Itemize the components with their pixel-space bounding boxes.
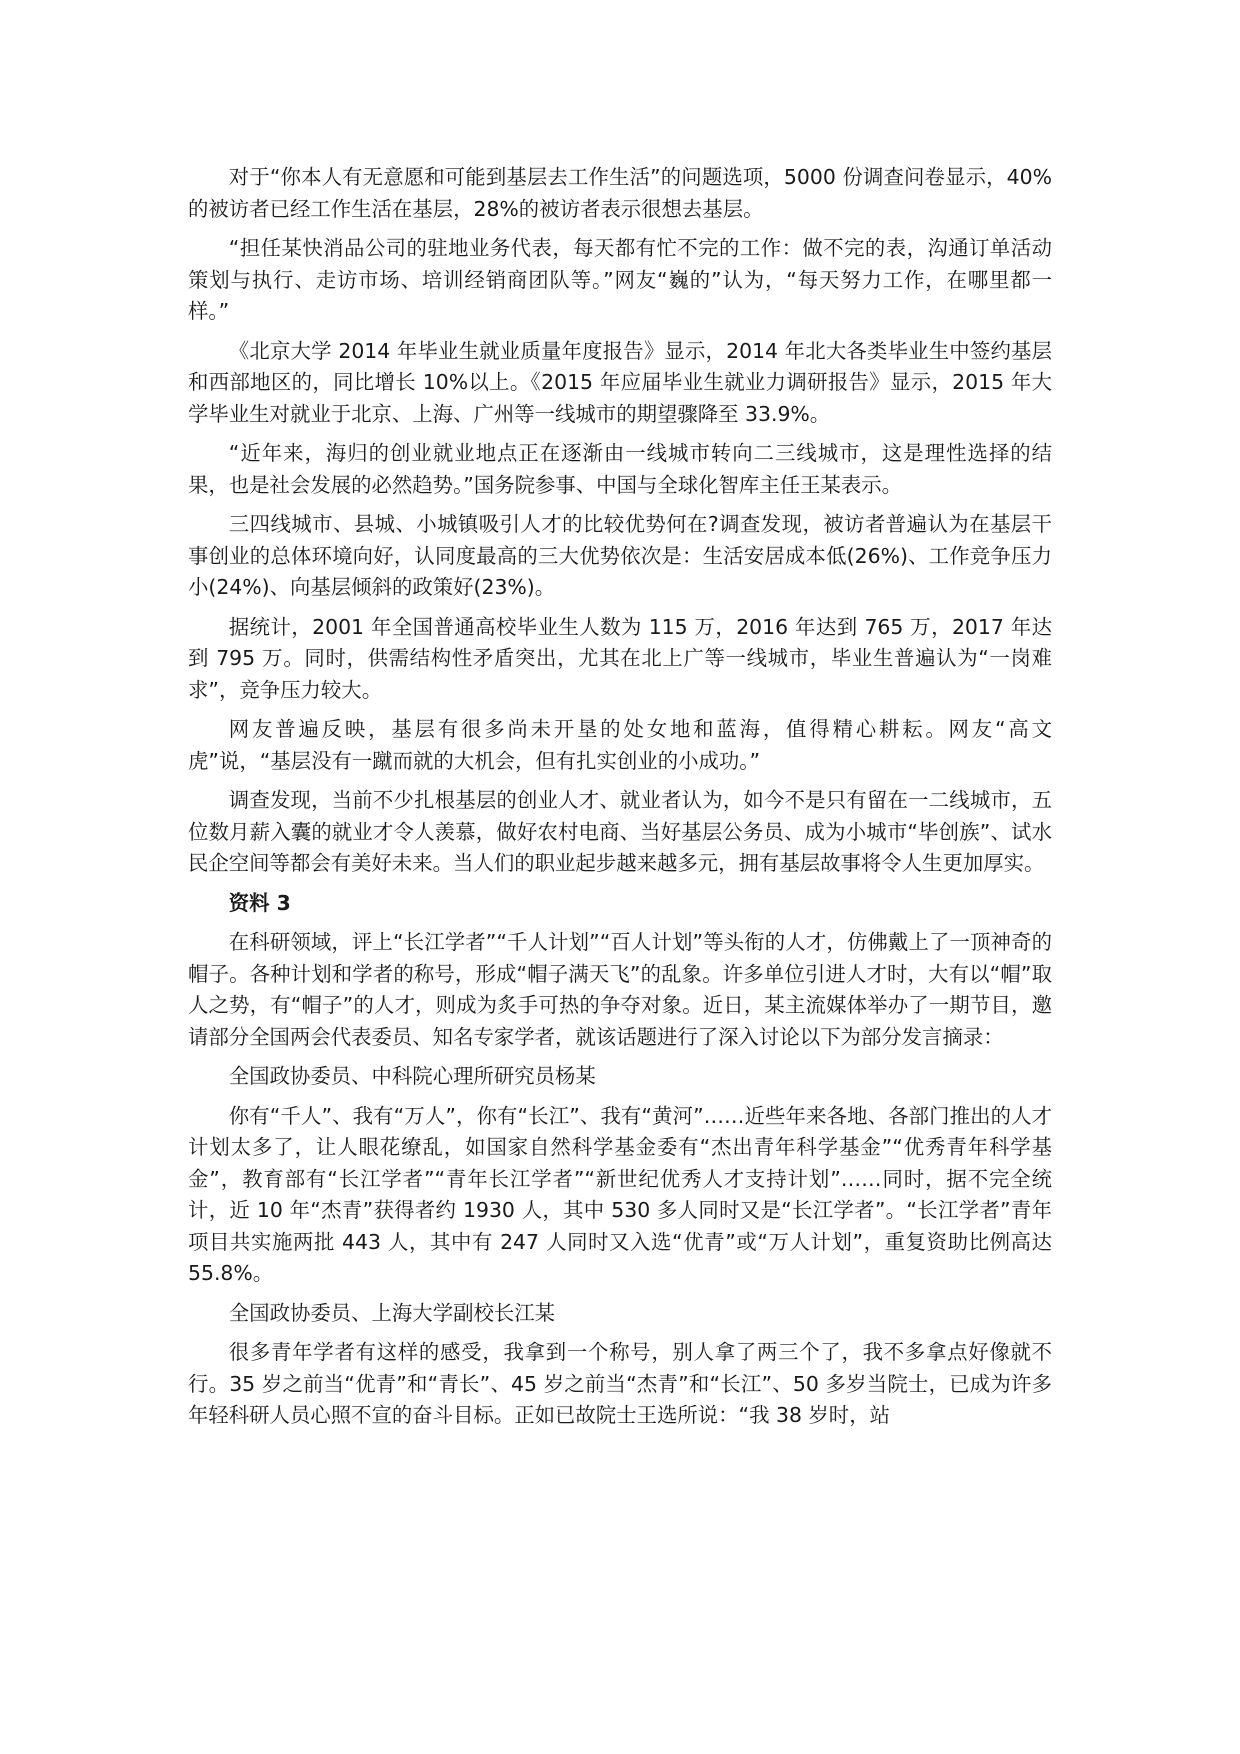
paragraph: 你有“千人”、我有“万人”，你有“长江”、我有“黄河”……近些年来各地、各部门推出的人才计划太多了，让人眼花缭乱，如国家自然科学基金委有“杰出青年科学基金”“优秀青年科学基金”，教育部有“长江学者”“青年长江学者”“新世纪优秀人才支持计划”……同时，据不完全统计，近 10 年“杰青”获得者约 1930 人，其中 530 多人同时又是“长江学者”。“长江学者”青年项目共实施两批 443 人，其中有 247 人同时又入选“优青”或“万人计划”，重复资助比例高达 55.8%。 xyxy=(188,1103,1052,1285)
speaker-line: 全国政协委员、上海大学副校长江某 xyxy=(228,1300,556,1325)
paragraph: 调查发现，当前不少扎根基层的创业人才、就业者认为，如今不是只有留在一二线城市，五位数月薪入囊的就业才令人羡慕，做好农村电商、当好基层公务员、成为小城市“毕创族”、试水民企空间等都会有美好未来。当人们的职业起步越来越多元，拥有基层故事将令人生更加厚实。 xyxy=(188,788,1052,875)
paragraph: “近年来，海归的创业就业地点正在逐渐由一线城市转向二三线城市，这是理性选择的结果，也是社会发展的必然趋势。”国务院参事、中国与全球化智库主任王某表示。 xyxy=(188,441,1052,497)
paragraph: 对于“你本人有无意愿和可能到基层去工作生活”的问题选项，5000 份调查问卷显示，40%的被访者已经工作生活在基层，28%的被访者表示很想去基层。 xyxy=(188,165,1052,221)
paragraph: 很多青年学者有这样的感受，我拿到一个称号，别人拿了两三个了，我不多拿点好像就不行。35 岁之前当“优青”和“青长”、45 岁之前当“杰青”和“长江”、50 多岁当院士，已成为许多年轻科研人员心照不宣的奋斗目标。正如已故院士王选所说：“我 38 岁时，站 xyxy=(188,1340,1052,1427)
paragraph: 在科研领域，评上“长江学者”“千人计划”“百人计划”等头衔的人才，仿佛戴上了一顶神奇的帽子。各种计划和学者的称号，形成“帽子满天飞”的乱象。许多单位引进人才时，大有以“帽”取人之势，有“帽子”的人才，则成为炙手可热的争夺对象。近日，某主流媒体举办了一期节目，邀请部分全国两会代表委员、知名专家学者，就该话题进行了深入讨论以下为部分发言摘录： xyxy=(188,930,1052,1049)
paragraph: 三四线城市、县城、小城镇吸引人才的比较优势何在?调查发现，被访者普遍认为在基层干事创业的总体环境向好，认同度最高的三大优势依次是：生活安居成本低(26%)、工作竞争压力小(24%)、向基层倾斜的政策好(23%)。 xyxy=(188,512,1052,599)
speaker-line: 全国政协委员、中科院心理所研究员杨某 xyxy=(228,1064,596,1088)
section-heading: 资料 3 xyxy=(228,890,291,915)
paragraph: 据统计，2001 年全国普通高校毕业生人数为 115 万，2016 年达到 765 万，2017 年达到 795 万。同时，供需结构性矛盾突出，尤其在北上广等一线城市，毕业生普遍认为“一岗难求”，竞争压力较大。 xyxy=(188,614,1052,702)
paragraph: “担任某快消品公司的驻地业务代表，每天都有忙不完的工作：做不完的表，沟通订单活动策划与执行、走访市场、培训经销商团队等。”网友“巍的”认为，“每天努力工作，在哪里都一样。” xyxy=(188,236,1052,323)
paragraph: 网友普遍反映，基层有很多尚未开垦的处女地和蓝海，值得精心耕耘。网友“高文虎”说，“基层没有一蹴而就的大机会，但有扎实创业的小成功。” xyxy=(188,717,1052,773)
paragraph: 《北京大学 2014 年毕业生就业质量年度报告》显示，2014 年北大各类毕业生中签约基层和西部地区的，同比增长 10%以上。《2015 年应届毕业生就业力调研报告》显示，2015 年大学毕业生对就业于北京、上海、广州等一线城市的期望骤降至 33.9%。 xyxy=(188,338,1052,426)
document-body xyxy=(188,162,1052,1440)
